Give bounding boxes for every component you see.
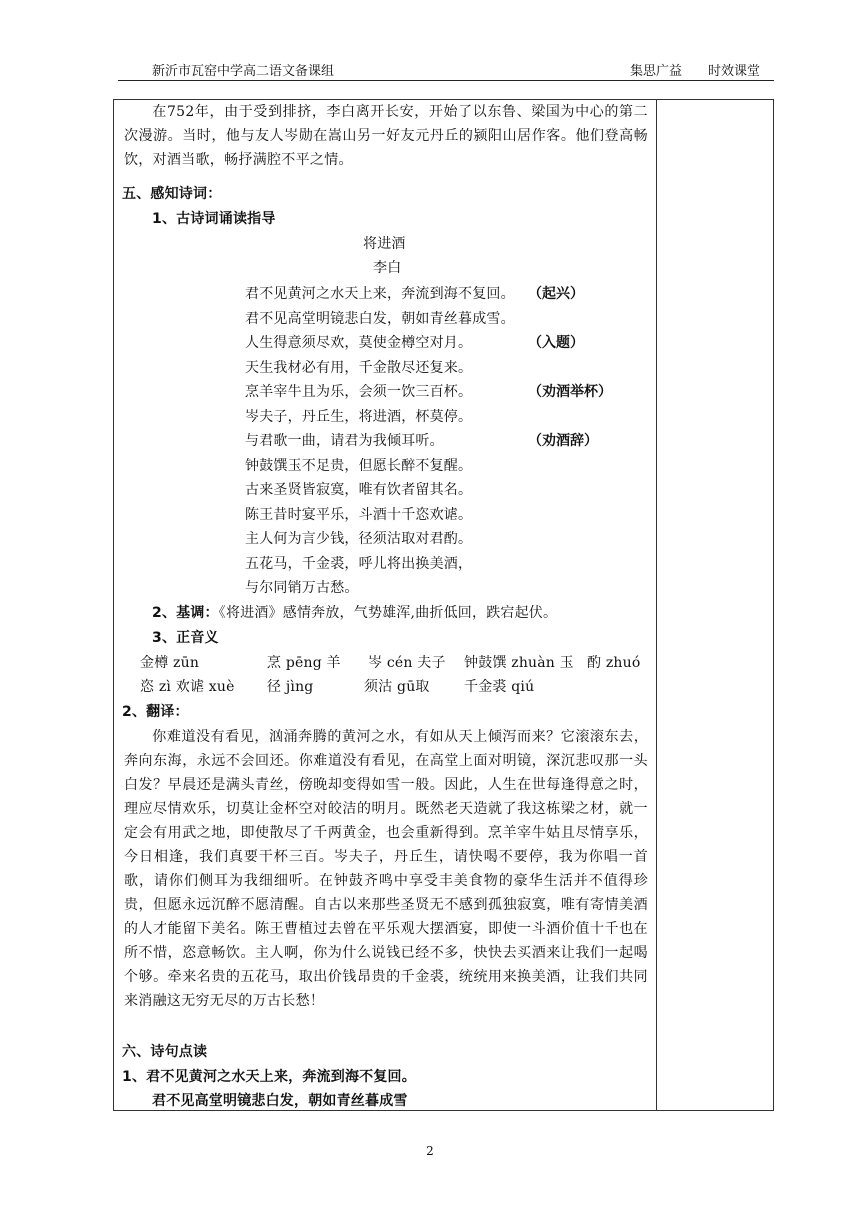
- section5-sub3: 3、正音义: [152, 630, 219, 646]
- lesson-table: [113, 99, 774, 1111]
- poem-note: （入题）: [528, 335, 584, 351]
- poem-line: 人生得意须尽欢，莫使金樽空对月。: [245, 335, 473, 351]
- header-rule: [118, 80, 774, 81]
- section5-sub1: 1、古诗词诵读指导: [152, 211, 276, 227]
- pron-item: 恣 zì 欢谑 xuè: [140, 679, 235, 695]
- header-school: 新沂市瓦窑中学高二语文备课组: [152, 64, 335, 79]
- page-header: [118, 60, 774, 80]
- pron-item: 千金裘 qiú: [464, 679, 535, 695]
- poem-line: 五花马，千金裘，呼儿将出换美酒，: [245, 556, 473, 572]
- pron-item: 酌 zhuó: [587, 655, 641, 671]
- pron-item: 烹 pēng 羊: [267, 655, 341, 671]
- translation-heading: 2、翻译：: [122, 704, 189, 720]
- section5-heading: 五、感知诗词：: [122, 186, 222, 202]
- poem-author: 李白: [373, 260, 402, 276]
- poem-line: 岑夫子，丹丘生，将进酒，杯莫停。: [245, 409, 473, 425]
- section6-line2: 君不见高堂明镜悲白发，朝如青丝暮成雪: [152, 1093, 408, 1109]
- poem-note: （劝酒辞）: [528, 433, 598, 449]
- poem-line: 君不见高堂明镜悲白发，朝如青丝暮成雪。: [245, 311, 515, 327]
- pron-item: 须沽 gū取: [364, 679, 430, 695]
- poem-line: 与君歌一曲，请君为我倾耳听。: [245, 433, 444, 449]
- poem-line: 与尔同销万古愁。: [245, 580, 359, 596]
- page-number: 2: [426, 1144, 434, 1158]
- section6-heading: 六、诗句点读: [122, 1044, 208, 1060]
- poem-line: 钟鼓馔玉不足贵，但愿长醉不复醒。: [245, 458, 473, 474]
- main-cell: [114, 100, 656, 1110]
- pron-item: 钟鼓馔 zhuàn 玉: [464, 655, 574, 671]
- header-motto: 集思广益 时效课堂: [629, 64, 760, 79]
- poem-line: 君不见黄河之水天上来，奔流到海不复回。: [245, 286, 515, 302]
- poem-note: （起兴）: [528, 286, 584, 302]
- tone-label: 2、基调：: [152, 605, 219, 621]
- poem-title: 将进酒: [363, 236, 406, 252]
- pron-item: 岑 cén 夫子: [368, 655, 446, 671]
- poem-note: （劝酒举杯）: [528, 384, 612, 400]
- intro-paragraph: 在752年，由于受到排挤，李白离开长安，开始了以东鲁、梁国为中心的第二次漫游。当时，他与友人岑勋在嵩山另一好友元丹丘的颍阳山居作客。他们登高畅饮，对酒当歌，畅抒满腔不平之情。: [124, 104, 648, 168]
- tone-text: 《将进酒》感情奔放，气势雄浑,曲折低回，跌宕起伏。: [218, 605, 558, 621]
- poem-line: 烹羊宰牛且为乐，会须一饮三百杯。: [245, 384, 473, 400]
- poem-line: 古来圣贤皆寂寞，唯有饮者留其名。: [245, 482, 473, 498]
- poem-line: 天生我材必有用，千金散尽还复来。: [245, 360, 473, 376]
- poem-line: 主人何为言少钱，径须沽取对君酌。: [245, 531, 473, 547]
- column-divider: [656, 100, 657, 1110]
- pron-item: 金樽 zūn: [140, 655, 200, 671]
- pron-item: 径 jìng: [267, 679, 314, 695]
- section6-line1: 1、君不见黄河之水天上来，奔流到海不复回。: [122, 1069, 416, 1085]
- tone-line: [152, 603, 557, 623]
- translation-paragraph: 你难道没有看见，汹涌奔腾的黄河之水，有如从天上倾泻而来？它滚滚东去，奔向东海，永远不会回还。你难道没有看见，在高堂上面对明镜，深沉悲叹那一头白发？早晨还是满头青丝，傍晚却变得如雪一般。因此，人生在世每逢得意之时，理应尽情欢乐，切莫让金杯空对皎洁的明月。既然老天造就了我这栋梁之材，就一定会有用武之地，即使散尽了千两黄金，也会重新得到。烹羊宰牛姑且尽情享乐，今日相逢，我们真要干杯三百。岑夫子，丹丘生，请快喝不要停，我为你唱一首歌，请你们侧耳为我细细听。在钟鼓齐鸣中享受丰美食物的豪华生活并不值得珍贵，但愿永远沉醉不愿清醒。自古以来那些圣贤无不感到孤独寂寞，唯有寄情美酒的人才能留下美名。陈王曹植过去曾在平乐观大摆酒宴，即使一斗酒价值十千也在所不惜，恣意畅饮。主人啊，你为什么说钱已经不多，快快去买酒来让我们一起喝个够。牵来名贵的五花马，取出价钱昂贵的千金裘，统统用来换美酒，让我们共同来消融这无穷无尽的万古长愁！: [124, 729, 648, 1009]
- poem-line: 陈王昔时宴平乐，斗酒十千恣欢谑。: [245, 507, 473, 523]
